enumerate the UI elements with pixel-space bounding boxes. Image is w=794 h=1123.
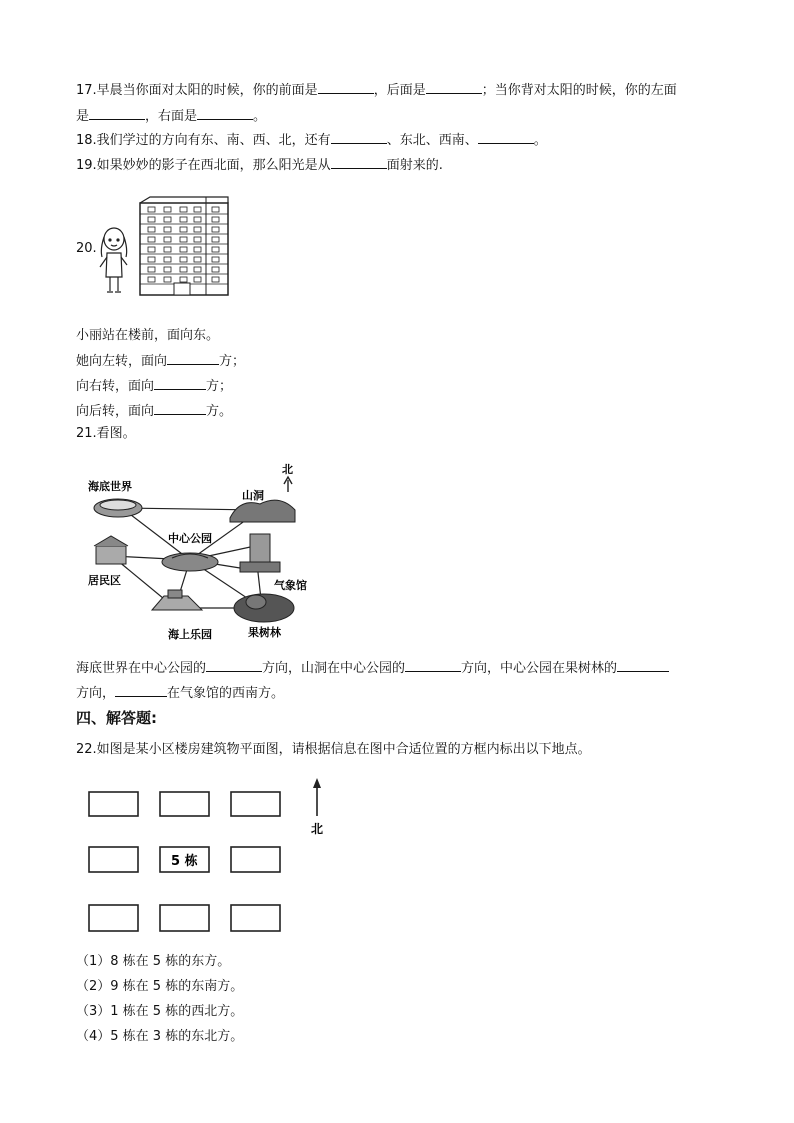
section-title: 四、解答题: — [76, 709, 157, 727]
q20-blank-2[interactable] — [154, 376, 206, 390]
building-window — [148, 257, 155, 262]
building-window — [164, 267, 171, 272]
label-zhongxin: 中心公园 — [168, 532, 212, 545]
building-window — [212, 227, 219, 232]
q20-text-1b: 方； — [219, 354, 246, 369]
q18-line — [76, 130, 547, 150]
building-window — [180, 257, 187, 262]
building-window — [194, 267, 201, 272]
building-window — [194, 277, 201, 282]
q22-item-2: （2）9 栋在 5 栋的东南方。 — [76, 979, 244, 994]
building-window — [148, 207, 155, 212]
zhongxin-icon — [162, 553, 218, 571]
building-window — [164, 247, 171, 252]
jumin-icon — [94, 536, 128, 564]
q21-text-4: 方向， — [76, 686, 116, 701]
building-window — [194, 237, 201, 242]
north-arrow-icon — [284, 477, 292, 492]
building-window — [194, 217, 201, 222]
map-north-label: 北 — [282, 463, 293, 476]
q18-blank-2[interactable] — [478, 130, 534, 144]
haishang-icon — [152, 590, 202, 610]
building-window — [180, 227, 187, 232]
q20-text-2b: 方； — [206, 379, 233, 394]
q21-text-2: 方向，山洞在中心公园的 — [262, 661, 406, 676]
building-window — [212, 207, 219, 212]
girl-figure — [100, 228, 127, 292]
q17-text-2: ，后面是 — [373, 83, 426, 98]
building-window — [148, 227, 155, 232]
building-window — [180, 217, 187, 222]
q20-illustration — [94, 193, 234, 299]
q17-blank-1[interactable] — [318, 80, 374, 94]
building-window — [148, 237, 155, 242]
building-window — [180, 237, 187, 242]
label-jumin: 居民区 — [88, 574, 121, 587]
q21-text-1: 海底世界在中心公园的 — [76, 661, 207, 676]
building — [140, 197, 228, 295]
building-window — [180, 207, 187, 212]
building-window — [194, 207, 201, 212]
q18-blank-1[interactable] — [331, 130, 387, 144]
plan-box-4[interactable] — [89, 847, 138, 872]
q21-blank-3[interactable] — [617, 658, 669, 672]
building-window — [180, 247, 187, 252]
q20-text-2a: 向右转，面向 — [76, 379, 155, 394]
building-window — [212, 267, 219, 272]
q19-text-1: 19.如果妙妙的影子在西北面，那么阳光是从 — [76, 158, 331, 173]
q22-item-1: （1）8 栋在 5 栋的东方。 — [76, 954, 231, 969]
q21-blank-1[interactable] — [206, 658, 262, 672]
q22-item-3: （3）1 栋在 5 栋的西北方。 — [76, 1004, 244, 1019]
q22-title: 22.如图是某小区楼房建筑物平面图，请根据信息在图中合适位置的方框内标出以下地点。 — [76, 742, 591, 757]
guoshu-icon — [234, 594, 294, 622]
label-guoshu: 果树林 — [248, 626, 281, 639]
north-arrow-icon — [313, 778, 321, 816]
q20-line3 — [76, 401, 232, 421]
q21-answer-line1 — [76, 658, 669, 678]
q17-blank-3[interactable] — [89, 106, 145, 120]
building-window — [194, 247, 201, 252]
building-window — [148, 247, 155, 252]
q17-line1 — [76, 80, 677, 100]
q21-blank-4[interactable] — [115, 683, 167, 697]
q17-blank-2[interactable] — [426, 80, 482, 94]
building-window — [212, 237, 219, 242]
building-window — [194, 227, 201, 232]
q20-number: 20. — [76, 241, 97, 256]
q22-plan — [80, 772, 340, 942]
plan-box-5-label: 5 栋 — [171, 854, 198, 869]
plan-box-7[interactable] — [89, 905, 138, 931]
plan-box-2[interactable] — [160, 792, 209, 816]
plan-box-8[interactable] — [160, 905, 209, 931]
building-window — [164, 207, 171, 212]
building-window — [180, 267, 187, 272]
building-window — [148, 267, 155, 272]
label-shandong: 山洞 — [242, 489, 264, 502]
q21-title: 21.看图。 — [76, 426, 136, 441]
q17-text-5: ，右面是 — [145, 109, 198, 124]
building-window — [212, 247, 219, 252]
label-haishang: 海上乐园 — [168, 628, 212, 641]
q21-text-5: 在气象馆的西南方。 — [167, 686, 285, 701]
q21-answer-line2 — [76, 683, 284, 703]
q17-text-1: 17.早晨当你面对太阳的时候，你的前面是 — [76, 83, 318, 98]
q17-line2 — [76, 106, 266, 126]
plan-box-3[interactable] — [231, 792, 280, 816]
q17-text-4: 是 — [76, 109, 90, 124]
building-window — [164, 277, 171, 282]
building-window — [164, 257, 171, 262]
q20-blank-1[interactable] — [167, 351, 219, 365]
label-qixiang: 气象馆 — [274, 579, 307, 592]
shandong-icon — [230, 500, 295, 522]
q20-blank-3[interactable] — [154, 401, 206, 415]
q19-text-2: 面射来的. — [386, 158, 443, 173]
plan-box-6[interactable] — [231, 847, 280, 872]
q20-intro: 小丽站在楼前，面向东。 — [76, 328, 220, 343]
q20-text-1a: 她向左转，面向 — [76, 354, 168, 369]
q20-text-3a: 向后转，面向 — [76, 404, 155, 419]
q21-blank-2[interactable] — [405, 658, 461, 672]
qixiang-icon — [240, 534, 280, 572]
haidi-icon — [94, 499, 142, 517]
label-haidi: 海底世界 — [88, 480, 132, 493]
plan-north-label: 北 — [311, 822, 324, 836]
q17-blank-4[interactable] — [197, 106, 253, 120]
q18-text-3: 。 — [533, 133, 547, 148]
q19-line — [76, 155, 443, 175]
q20-line2 — [76, 376, 232, 396]
plan-box-9[interactable] — [231, 905, 280, 931]
q21-text-3: 方向，中心公园在果树林的 — [461, 661, 618, 676]
building-window — [212, 257, 219, 262]
q20-line1 — [76, 351, 245, 371]
q17-text-6: 。 — [253, 109, 267, 124]
building-window — [164, 217, 171, 222]
building-window — [164, 237, 171, 242]
building-window — [212, 277, 219, 282]
q18-text-1: 18.我们学过的方向有东、南、西、北，还有 — [76, 133, 331, 148]
q18-text-2: 、东北、西南、 — [386, 133, 478, 148]
building-window — [194, 257, 201, 262]
building-window — [212, 217, 219, 222]
building-window — [180, 277, 187, 282]
q21-map — [80, 458, 320, 648]
building-window — [148, 217, 155, 222]
q19-blank[interactable] — [331, 155, 387, 169]
plan-box-1[interactable] — [89, 792, 138, 816]
q22-item-4: （4）5 栋在 3 栋的东北方。 — [76, 1029, 244, 1044]
building-window — [148, 277, 155, 282]
building-window — [164, 227, 171, 232]
q20-text-3b: 方。 — [206, 404, 233, 419]
q17-text-3: ；当你背对太阳的时候，你的左面 — [481, 83, 677, 98]
